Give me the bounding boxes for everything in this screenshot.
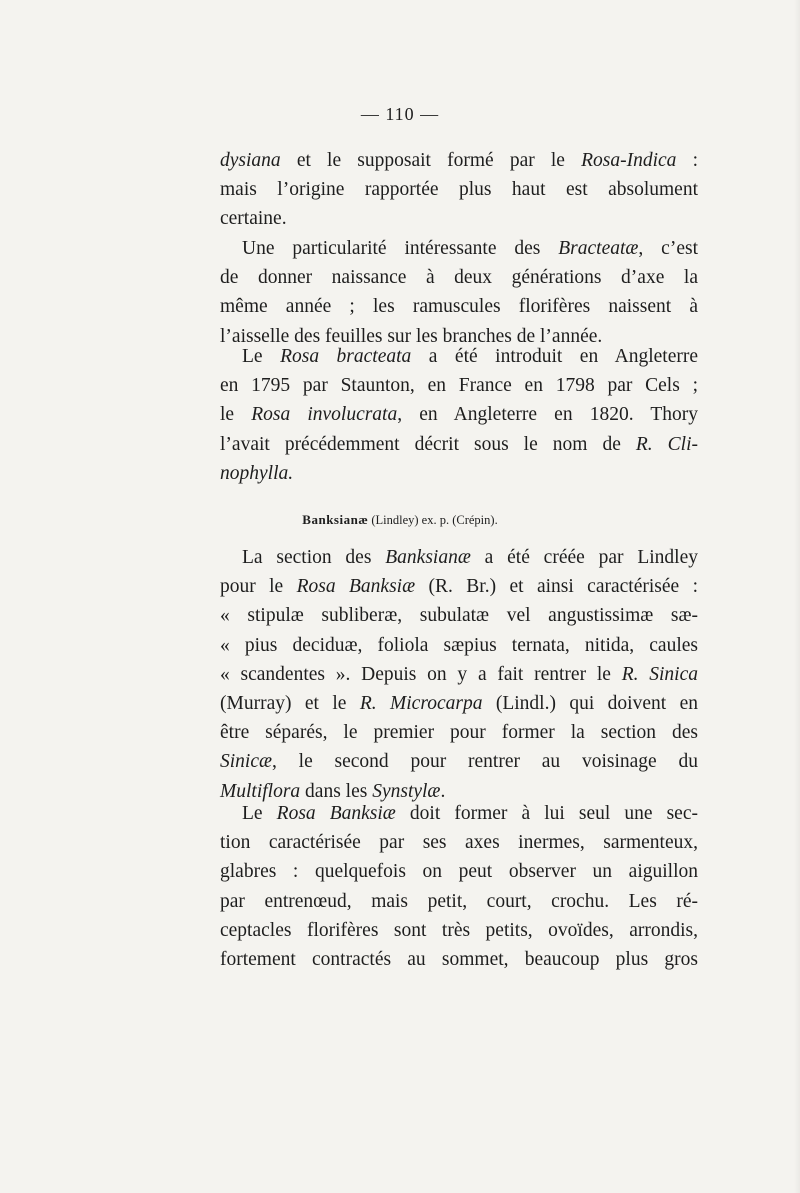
section-heading-authority: (Lindley) ex. p. (Crépin).	[368, 513, 498, 527]
text-span: pour le	[220, 576, 297, 598]
page-edge-shadow	[794, 0, 800, 1193]
taxon-name: Rosa Banksiæ	[296, 576, 416, 598]
text-line	[220, 146, 698, 175]
taxon-name: R. Microcarpa	[359, 692, 483, 714]
taxon-name: Multiflora	[220, 780, 301, 802]
text-span: le	[220, 404, 252, 426]
text-span: (Murray) et le	[220, 692, 360, 714]
text-line: ceptacles florifères sont très petits, ovoïdes, arrondis,	[220, 919, 698, 941]
text-line	[220, 459, 698, 488]
text-line: « pius deciduæ, foliola sæpius ternata, nitida, caules	[220, 634, 698, 656]
text-line	[220, 234, 698, 263]
text-line	[220, 543, 698, 572]
text-line	[220, 689, 698, 718]
text-span: dans les	[300, 780, 373, 802]
text-line	[220, 342, 698, 371]
taxon-name: nophylla.	[220, 462, 294, 484]
text-span: .	[440, 780, 446, 802]
taxon-name: Bracteatæ	[558, 238, 639, 259]
page-number: — 110 —	[360, 104, 440, 124]
text-span: La section des	[242, 547, 386, 568]
taxon-name: Rosa involucrata	[251, 404, 398, 426]
text-line	[220, 799, 698, 828]
text-line: l’aisselle des feuilles sur les branches de l’année.	[220, 325, 603, 347]
text-span: et le supposait formé par le	[280, 150, 582, 171]
paragraph-3	[220, 342, 698, 488]
text-span: :	[676, 150, 698, 171]
text-span: a été introduit en Angleterre	[411, 346, 698, 367]
text-line: mais l’origine rapportée plus haut est absolument	[220, 179, 698, 201]
text-line	[220, 400, 698, 429]
text-span: Une particularité intéressante des	[242, 238, 559, 259]
text-line	[220, 747, 698, 776]
text-span: (R. Br.) et ainsi caractérisée :	[415, 576, 698, 598]
text-line: de donner naissance à deux générations d’axe la	[220, 267, 698, 289]
paragraph-4	[220, 543, 698, 806]
text-line: fortement contractés au sommet, beaucoup plus gros	[220, 948, 698, 970]
taxon-name: Sinicæ	[220, 751, 272, 773]
text-line: en 1795 par Staunton, en France en 1798 par Cels ;	[220, 375, 698, 397]
text-line	[220, 660, 698, 689]
text-span: (Lindl.) qui doivent en	[482, 692, 698, 714]
text-line: « stipulæ subliberæ, subulatæ vel angustissimæ sæ-	[220, 605, 698, 627]
text-span: l’avait précédemment décrit sous le nom de	[220, 433, 636, 455]
text-line: même année ; les ramuscules florifères naissent à	[220, 296, 698, 318]
text-span: , le second pour rentrer au voisinage du	[272, 751, 698, 773]
text-line	[220, 430, 698, 459]
text-span: « scandentes ». Depuis on y a fait rentrer le	[220, 663, 622, 685]
text-span: Le	[242, 803, 277, 824]
taxon-name: Rosa bracteata	[280, 346, 412, 367]
taxon-name: Banksianæ	[385, 547, 471, 568]
taxon-name: Synstylæ	[372, 780, 441, 802]
text-span: Le	[242, 346, 281, 367]
taxon-name: dysiana	[220, 150, 281, 171]
text-span: , en Angleterre en 1820. Thory	[397, 404, 698, 426]
taxon-name: Rosa Banksiæ	[276, 803, 396, 824]
text-span: , c’est	[638, 238, 698, 259]
taxon-name: R. Cli-	[635, 433, 698, 455]
paragraph-5	[220, 799, 698, 974]
text-line: tion caractérisée par ses axes inermes, sarmenteux,	[220, 832, 698, 854]
text-span: a été créée par Lindley	[470, 547, 698, 568]
text-line: certaine.	[220, 208, 287, 230]
text-line: être séparés, le premier pour former la section des	[220, 722, 698, 744]
paragraph-1	[220, 146, 698, 234]
text-span: doit former à lui seul une sec-	[395, 803, 698, 824]
paragraph-2	[220, 234, 698, 351]
section-heading-name: Banksianæ	[302, 512, 369, 527]
taxon-name: R. Sinica	[621, 663, 698, 685]
section-heading	[0, 510, 800, 530]
text-line: glabres : quelquefois on peut observer un aiguillon	[220, 861, 698, 883]
taxon-name: Rosa-Indica	[581, 150, 677, 171]
text-line: par entrenœud, mais petit, court, crochu. Les ré-	[220, 890, 698, 912]
text-line	[220, 572, 698, 601]
